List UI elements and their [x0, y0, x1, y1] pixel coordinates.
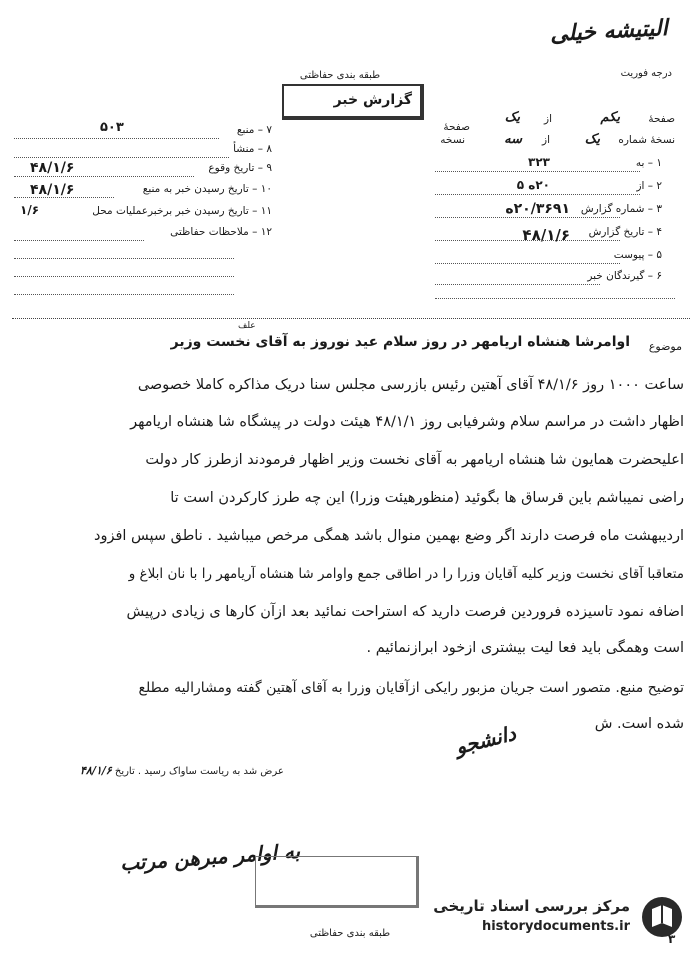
field-source-received-date-line	[14, 197, 114, 198]
handwritten-bottom-note: به اوامر مبرهن مرتب	[119, 838, 301, 876]
field-to-value: ۳۲۳	[528, 155, 550, 169]
field-report-date-line	[435, 240, 620, 241]
field-from: ۲ – از	[636, 180, 662, 192]
body-line-8: است وهمگی باید فعا لیت بیشتری ازخود ابرازنمائیم .	[366, 640, 684, 656]
copy-label: نسخهٔ شماره	[618, 134, 675, 146]
page-of-label: از	[544, 113, 552, 125]
watermark	[433, 895, 690, 943]
bottom-stamp	[255, 856, 419, 908]
field-ops-received-date: ۱۱ – تاریخ رسیدن خبر برخبرعملیات محل	[92, 205, 272, 217]
classification-label-bottom: طبقه بندی حفاظتی	[309, 928, 391, 939]
subject-text: اوامرشا هنشاه اریامهر در روز سلام عید نوروز به آقای نخست وزیر	[170, 334, 630, 350]
field-left-blank-3	[14, 294, 234, 295]
watermark-url: historydocuments.ir	[481, 919, 630, 934]
field-recipients-line-2	[435, 298, 675, 299]
body-line-7: اضافه نمود تاسیزده فروردین فرصت دارید که استراحت نمائید بعد ازآن کارها ی زیادی درپیش	[126, 604, 684, 620]
field-to: ۱ – به	[635, 157, 662, 169]
receipt-text: عرض شد به ریاست ساواک رسید . تاریخ	[114, 766, 284, 777]
page-label: صفحهٔ	[648, 113, 675, 125]
field-recipients-line	[435, 284, 600, 285]
field-security-notes-line	[14, 240, 144, 241]
report-title-box	[282, 84, 424, 120]
of-copies-value: سه	[504, 132, 522, 147]
body-line-4: راضی نمیباشم باین قرساق ها بگوئید (منظورهیئت وزرا) این چه طرز کارکردن است تا	[170, 490, 684, 506]
signature: دانشجو	[453, 720, 519, 760]
body-line-6: متعاقبا آقای نخست وزیر کلیه آقایان وزرا را در اطاقی جمع واوامر شا هنشاه آریامهر را با نان ابلاغ و	[128, 566, 684, 582]
subject-insertion: علف	[238, 321, 256, 331]
page-value: یکم	[600, 110, 620, 125]
field-to-line	[435, 171, 640, 172]
field-source: ۷ – منبع	[236, 124, 272, 136]
field-origin-line	[14, 157, 229, 158]
field-left-blank-2	[14, 276, 234, 277]
explanation-line-1: توضیح منبع. متصور است جریان مزبور رایکی ازآقایان وزرا به آقای آهتین گفته ومشارالیه مطلع	[138, 680, 684, 696]
handwritten-top-note: الیتیشه خیلی	[549, 14, 669, 48]
watermark-logo-icon	[640, 895, 684, 939]
body-line-5: اردیبهشت ماه فرصت دارند اگر وضع بهمین منوال باشد همگی مرخص میباشید . ناطق سپس افزود	[94, 528, 684, 544]
report-title: گزارش خبر	[333, 92, 412, 108]
body-line-1: ساعت ۱۰۰۰ روز ۴۸/۱/۶ آقای آهتین رئیس بازرسی مجلس سنا دریک مذاکره کاملا خصوصی	[137, 377, 684, 393]
urgency-label: درجه فوریت	[620, 68, 672, 79]
body-line-3: اعلیحضرت همایون شا هنشاه اریامهر به آقای نخست وزیر اظهار فرمودند ازطرز کار دولت	[145, 452, 684, 468]
field-source-value: ۵۰۳	[100, 120, 124, 135]
subject-label: موضوع	[648, 340, 682, 353]
field-report-date-value: ۴۸/۱/۶	[522, 226, 570, 244]
classification-label-top: طبقه بندی حفاظتی	[299, 70, 381, 81]
explanation-line-2: شده است. ش	[594, 716, 684, 732]
watermark-title: مرکز بررسی اسناد تاریخی	[433, 897, 630, 915]
field-origin: ۸ – منشأ	[233, 143, 272, 155]
page-label-2: صفحهٔ	[443, 121, 470, 133]
field-report-number: ۳ – شماره گزارش	[580, 203, 662, 215]
of-copies-label: از	[542, 134, 550, 146]
field-security-notes: ۱۲ – ملاحظات حفاظتی	[170, 226, 272, 238]
field-occurrence-date-value: ۴۸/۱/۶	[30, 160, 75, 176]
field-report-number-line	[435, 217, 620, 218]
receipt-line	[80, 764, 284, 777]
field-source-line	[14, 138, 219, 139]
field-occurrence-date: ۹ – تاریخ وقوع	[208, 162, 272, 174]
field-attachment-line	[435, 263, 620, 264]
page-of-value: یک	[504, 110, 520, 125]
field-attachment: ۵ – پیوست	[613, 249, 662, 261]
page-number: ۳	[668, 932, 676, 946]
field-from-value: ۲۰ه ۵	[516, 178, 550, 192]
receipt-date: ۴۸/۱/۶	[80, 764, 112, 777]
field-ops-received-date-value: ۱/۶	[20, 203, 40, 217]
copy-label-right: نسخه	[440, 134, 465, 146]
field-source-received-date: ۱۰ – تاریخ رسیدن خبر به منبع	[142, 183, 272, 195]
field-left-blank-1	[14, 258, 234, 259]
field-report-number-value: ۲۰/۳۶۹۱ه	[505, 201, 570, 217]
field-recipients: ۶ – گیرندگان خبر	[587, 270, 662, 282]
copy-value: یک	[584, 132, 600, 147]
field-source-received-date-value: ۴۸/۱/۶	[30, 182, 75, 198]
body-line-2: اظهار داشت در مراسم سلام وشرفیابی روز ۴۸/۱/۱ هیئت دولت در پیشگاه شا هنشاه اریامهر	[130, 414, 684, 430]
header-separator	[12, 318, 690, 319]
field-from-line	[435, 194, 640, 195]
field-occurrence-date-line	[14, 176, 194, 177]
field-report-date: ۴ – تاریخ گزارش	[588, 226, 662, 238]
